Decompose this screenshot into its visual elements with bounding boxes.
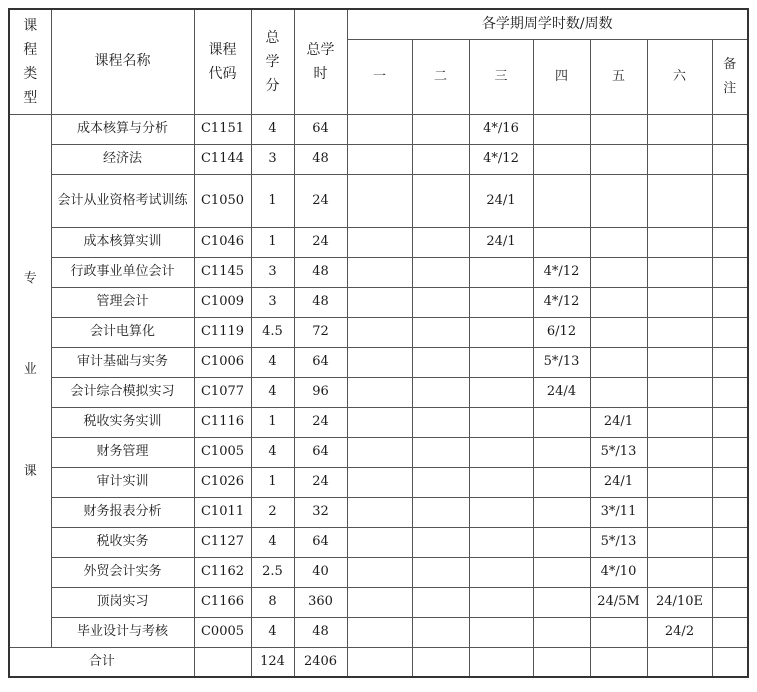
total-semester-1: [347, 648, 412, 677]
semester-2-cell: [412, 408, 469, 438]
semester-3-cell: [469, 288, 533, 318]
course-hours: 64: [294, 438, 347, 468]
header-semester-1: 一: [347, 40, 412, 115]
semester-2-cell: [412, 438, 469, 468]
total-semester-4: [533, 648, 590, 677]
course-code: C1009: [194, 288, 251, 318]
header-course-name: 课程名称: [51, 9, 194, 115]
table-row: [9, 348, 748, 378]
course-hours: 24: [294, 228, 347, 258]
course-credits: 4: [251, 438, 294, 468]
semester-3-cell: [469, 468, 533, 498]
total-credits: 124: [251, 648, 294, 677]
table-row: [9, 618, 748, 648]
table-row: [9, 378, 748, 408]
semester-5-cell: [590, 228, 647, 258]
semester-3-cell: 24/1: [469, 175, 533, 228]
semester-2-cell: [412, 588, 469, 618]
header-total-credits: 总 学 分: [251, 9, 294, 115]
course-hours: 24: [294, 408, 347, 438]
semester-2-cell: [412, 318, 469, 348]
semester-5-cell: [590, 258, 647, 288]
course-name: 税收实务实训: [51, 408, 194, 438]
course-credits: 3: [251, 258, 294, 288]
course-credits: 4: [251, 528, 294, 558]
semester-1-cell: [347, 145, 412, 175]
semester-3-cell: [469, 258, 533, 288]
course-credits: 1: [251, 228, 294, 258]
remark-cell: [712, 408, 748, 438]
semester-1-cell: [347, 618, 412, 648]
remark-cell: [712, 175, 748, 228]
header-course-code: 课程 代码: [194, 9, 251, 115]
table-row: [9, 498, 748, 528]
course-name: 管理会计: [51, 288, 194, 318]
remark-cell: [712, 618, 748, 648]
semester-5-cell: 3*/11: [590, 498, 647, 528]
course-code: C1077: [194, 378, 251, 408]
course-credits: 8: [251, 588, 294, 618]
semester-3-cell: [469, 438, 533, 468]
semester-4-cell: 4*/12: [533, 288, 590, 318]
semester-6-cell: [647, 438, 712, 468]
course-credits: 3: [251, 145, 294, 175]
table-row: [9, 528, 748, 558]
semester-5-cell: [590, 378, 647, 408]
course-name: 会计电算化: [51, 318, 194, 348]
course-code: C1145: [194, 258, 251, 288]
semester-4-cell: [533, 408, 590, 438]
course-name: 会计从业资格考试训练: [51, 175, 194, 228]
course-name: 财务管理: [51, 438, 194, 468]
remark-cell: [712, 468, 748, 498]
course-credits: 2.5: [251, 558, 294, 588]
course-name: 财务报表分析: [51, 498, 194, 528]
remark-cell: [712, 115, 748, 145]
remark-cell: [712, 348, 748, 378]
semester-5-cell: 24/1: [590, 408, 647, 438]
table-row: [9, 288, 748, 318]
course-name: 审计基础与实务: [51, 348, 194, 378]
semester-3-cell: [469, 618, 533, 648]
semester-4-cell: 4*/12: [533, 258, 590, 288]
total-semester-5: [590, 648, 647, 677]
semester-1-cell: [347, 438, 412, 468]
course-code: C1026: [194, 468, 251, 498]
table-row: [9, 258, 748, 288]
semester-2-cell: [412, 468, 469, 498]
remark-cell: [712, 438, 748, 468]
semester-2-cell: [412, 115, 469, 145]
course-code: C0005: [194, 618, 251, 648]
course-name: 外贸会计实务: [51, 558, 194, 588]
course-hours: 40: [294, 558, 347, 588]
remark-cell: [712, 498, 748, 528]
course-name: 成本核算与分析: [51, 115, 194, 145]
semester-2-cell: [412, 228, 469, 258]
semester-1-cell: [347, 348, 412, 378]
course-name: 经济法: [51, 145, 194, 175]
table-row: [9, 145, 748, 175]
semester-4-cell: [533, 498, 590, 528]
semester-5-cell: [590, 175, 647, 228]
remark-cell: [712, 318, 748, 348]
semester-6-cell: [647, 408, 712, 438]
course-name: 成本核算实训: [51, 228, 194, 258]
course-rows: [9, 115, 748, 648]
course-code: C1005: [194, 438, 251, 468]
semester-3-cell: [469, 588, 533, 618]
semester-2-cell: [412, 618, 469, 648]
semester-1-cell: [347, 468, 412, 498]
semester-5-cell: 5*/13: [590, 528, 647, 558]
header-semester-4: 四: [533, 40, 590, 115]
course-hours: 48: [294, 145, 347, 175]
semester-1-cell: [347, 588, 412, 618]
semester-4-cell: [533, 228, 590, 258]
course-name: 顶岗实习: [51, 588, 194, 618]
semester-5-cell: [590, 618, 647, 648]
course-code: C1006: [194, 348, 251, 378]
semester-1-cell: [347, 318, 412, 348]
remark-cell: [712, 378, 748, 408]
semester-2-cell: [412, 175, 469, 228]
semester-4-cell: [533, 588, 590, 618]
semester-1-cell: [347, 528, 412, 558]
semester-4-cell: [533, 468, 590, 498]
semester-6-cell: [647, 258, 712, 288]
semester-4-cell: [533, 175, 590, 228]
course-code: C1119: [194, 318, 251, 348]
course-hours: 48: [294, 288, 347, 318]
course-hours: 48: [294, 258, 347, 288]
semester-2-cell: [412, 558, 469, 588]
course-hours: 32: [294, 498, 347, 528]
remark-cell: [712, 228, 748, 258]
semester-1-cell: [347, 258, 412, 288]
semester-6-cell: [647, 468, 712, 498]
header-semester-2: 二: [412, 40, 469, 115]
semester-5-cell: 24/5M: [590, 588, 647, 618]
semester-4-cell: [533, 438, 590, 468]
semester-4-cell: [533, 528, 590, 558]
semester-6-cell: 24/2: [647, 618, 712, 648]
course-code: C1166: [194, 588, 251, 618]
course-credits: 4: [251, 115, 294, 145]
course-code: C1151: [194, 115, 251, 145]
course-code: C1127: [194, 528, 251, 558]
semester-3-cell: [469, 558, 533, 588]
course-type-cell: 专 业 课: [9, 115, 51, 648]
course-credits: 4.5: [251, 318, 294, 348]
semester-2-cell: [412, 258, 469, 288]
curriculum-table: [8, 8, 749, 678]
table-row: [9, 408, 748, 438]
semester-3-cell: [469, 528, 533, 558]
course-hours: 360: [294, 588, 347, 618]
semester-4-cell: 6/12: [533, 318, 590, 348]
course-hours: 48: [294, 618, 347, 648]
table-row: [9, 318, 748, 348]
remark-cell: [712, 558, 748, 588]
semester-3-cell: 24/1: [469, 228, 533, 258]
semester-5-cell: 24/1: [590, 468, 647, 498]
course-code: C1144: [194, 145, 251, 175]
course-hours: 72: [294, 318, 347, 348]
course-code: C1162: [194, 558, 251, 588]
course-hours: 24: [294, 175, 347, 228]
semester-1-cell: [347, 498, 412, 528]
semester-2-cell: [412, 348, 469, 378]
total-code-cell: [194, 648, 251, 677]
table-row: [9, 115, 748, 145]
semester-6-cell: [647, 145, 712, 175]
total-semester-3: [469, 648, 533, 677]
semester-5-cell: [590, 288, 647, 318]
course-hours: 24: [294, 468, 347, 498]
semester-1-cell: [347, 228, 412, 258]
total-semester-6: [647, 648, 712, 677]
course-name: 税收实务: [51, 528, 194, 558]
course-code: C1050: [194, 175, 251, 228]
semester-6-cell: [647, 558, 712, 588]
total-remark: [712, 648, 748, 677]
table-row: [9, 588, 748, 618]
header-semester-3: 三: [469, 40, 533, 115]
course-name: 会计综合模拟实习: [51, 378, 194, 408]
semester-3-cell: 4*/16: [469, 115, 533, 145]
semester-6-cell: [647, 378, 712, 408]
semester-4-cell: [533, 115, 590, 145]
remark-cell: [712, 145, 748, 175]
semester-3-cell: [469, 408, 533, 438]
semester-6-cell: [647, 318, 712, 348]
semester-2-cell: [412, 288, 469, 318]
semester-3-cell: [469, 348, 533, 378]
course-credits: 1: [251, 408, 294, 438]
course-name: 毕业设计与考核: [51, 618, 194, 648]
semester-6-cell: [647, 498, 712, 528]
header-semester-5: 五: [590, 40, 647, 115]
table-row: [9, 175, 748, 228]
table-row: [9, 228, 748, 258]
course-name: 行政事业单位会计: [51, 258, 194, 288]
header-semester-group: 各学期周学时数/周数: [347, 9, 748, 40]
semester-5-cell: [590, 115, 647, 145]
course-code: C1011: [194, 498, 251, 528]
semester-4-cell: 24/4: [533, 378, 590, 408]
semester-5-cell: [590, 318, 647, 348]
remark-cell: [712, 588, 748, 618]
semester-2-cell: [412, 145, 469, 175]
semester-3-cell: [469, 498, 533, 528]
semester-6-cell: [647, 288, 712, 318]
semester-5-cell: [590, 348, 647, 378]
semester-3-cell: 4*/12: [469, 145, 533, 175]
semester-2-cell: [412, 528, 469, 558]
semester-4-cell: [533, 618, 590, 648]
semester-5-cell: [590, 145, 647, 175]
semester-6-cell: 24/10E: [647, 588, 712, 618]
semester-3-cell: [469, 378, 533, 408]
remark-cell: [712, 288, 748, 318]
course-hours: 64: [294, 348, 347, 378]
semester-2-cell: [412, 378, 469, 408]
course-credits: 1: [251, 468, 294, 498]
course-code: C1116: [194, 408, 251, 438]
semester-6-cell: [647, 175, 712, 228]
total-label: 合计: [9, 648, 194, 677]
semester-3-cell: [469, 318, 533, 348]
header-course-type: 课 程 类 型: [9, 9, 51, 115]
semester-6-cell: [647, 115, 712, 145]
course-hours: 64: [294, 528, 347, 558]
semester-1-cell: [347, 558, 412, 588]
semester-1-cell: [347, 408, 412, 438]
course-credits: 4: [251, 618, 294, 648]
course-credits: 1: [251, 175, 294, 228]
header-semester-6: 六: [647, 40, 712, 115]
semester-4-cell: [533, 558, 590, 588]
semester-5-cell: 5*/13: [590, 438, 647, 468]
table-row: [9, 438, 748, 468]
table-row: [9, 558, 748, 588]
total-semester-2: [412, 648, 469, 677]
total-row: [9, 648, 748, 677]
semester-1-cell: [347, 115, 412, 145]
remark-cell: [712, 528, 748, 558]
course-code: C1046: [194, 228, 251, 258]
semester-6-cell: [647, 528, 712, 558]
course-credits: 4: [251, 378, 294, 408]
semester-1-cell: [347, 378, 412, 408]
semester-5-cell: 4*/10: [590, 558, 647, 588]
semester-6-cell: [647, 228, 712, 258]
remark-cell: [712, 258, 748, 288]
semester-1-cell: [347, 288, 412, 318]
header-remark: 备 注: [712, 40, 748, 115]
course-hours: 64: [294, 115, 347, 145]
semester-4-cell: 5*/13: [533, 348, 590, 378]
course-credits: 2: [251, 498, 294, 528]
header-total-hours: 总学 时: [294, 9, 347, 115]
semester-4-cell: [533, 145, 590, 175]
course-hours: 96: [294, 378, 347, 408]
semester-2-cell: [412, 498, 469, 528]
course-credits: 3: [251, 288, 294, 318]
semester-6-cell: [647, 348, 712, 378]
table-row: [9, 468, 748, 498]
course-credits: 4: [251, 348, 294, 378]
total-hours: 2406: [294, 648, 347, 677]
course-name: 审计实训: [51, 468, 194, 498]
semester-1-cell: [347, 175, 412, 228]
